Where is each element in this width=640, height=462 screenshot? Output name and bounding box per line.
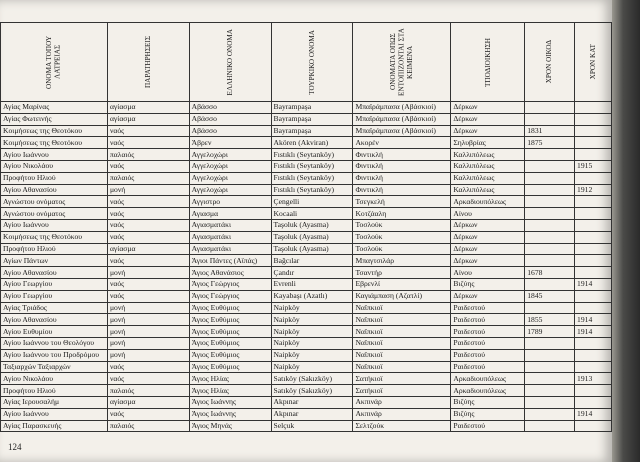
- table-cell: Άγιος Ηλίας: [189, 373, 271, 385]
- table-cell: Δέρκων: [451, 255, 525, 267]
- table-cell: ναός: [107, 137, 189, 149]
- table-cell: Βιζύης: [451, 278, 525, 290]
- table-cell: Selçuk: [271, 420, 353, 432]
- places-of-worship-table: [0, 22, 612, 432]
- table-row: [1, 373, 612, 385]
- table-cell: ναός: [107, 408, 189, 420]
- table-cell: [575, 231, 612, 243]
- table-cell: αγίασμα: [107, 396, 189, 408]
- table-cell: Αγγελοχώρι: [189, 184, 271, 196]
- table-cell: [575, 385, 612, 397]
- table-row: [1, 113, 612, 125]
- table-cell: Αγίου Αθανασίου: [1, 267, 108, 279]
- table-cell: αγίασμα: [107, 243, 189, 255]
- table-cell: Δέρκων: [451, 113, 525, 125]
- table-cell: Εβρενλί: [353, 278, 451, 290]
- column-header-label: ΧΡΟΝ ΚΑΤ: [588, 44, 597, 80]
- table-cell: [525, 160, 575, 172]
- table-cell: [525, 337, 575, 349]
- table-cell: [525, 361, 575, 373]
- table-cell: [525, 302, 575, 314]
- table-cell: [525, 196, 575, 208]
- table-cell: Τοσλούκ: [353, 231, 451, 243]
- table-cell: Δέρκων: [451, 125, 525, 137]
- table-cell: Άγιοι Πάντες (Αϊπάς): [189, 255, 271, 267]
- table-cell: Ταξιαρχών Ταξιαρχών: [1, 361, 108, 373]
- table-cell: [525, 408, 575, 420]
- table-header-row: [1, 23, 612, 102]
- table-row: [1, 267, 612, 279]
- table-cell: Akören (Akviran): [271, 137, 353, 149]
- column-header-label: ΟΝΟΜΑΤΑ ΟΠΩΣ ΕΝΤΟΠΙΖΟΝΤΑΙ ΣΤΑ ΚΕΙΜΕΝΑ: [389, 28, 415, 96]
- table-cell: Naipköy: [271, 314, 353, 326]
- table-cell: [575, 349, 612, 361]
- table-cell: [525, 231, 575, 243]
- table-cell: μονή: [107, 349, 189, 361]
- table-row: [1, 290, 612, 302]
- table-cell: Αγιασματάκι: [189, 231, 271, 243]
- table-cell: Αίνου: [451, 208, 525, 220]
- table-cell: Ναΐπκιοϊ: [353, 337, 451, 349]
- table-cell: Φιντικλή: [353, 160, 451, 172]
- table-cell: Καλλιπόλεως: [451, 172, 525, 184]
- table-row: [1, 396, 612, 408]
- table-cell: Αγίου Γεωργίου: [1, 290, 108, 302]
- table-cell: [525, 373, 575, 385]
- table-cell: Καλλιπόλεως: [451, 160, 525, 172]
- table-cell: [525, 396, 575, 408]
- table-cell: Μπαγτσιλάρ: [353, 255, 451, 267]
- table-cell: Αρκαδιουπόλεως: [451, 373, 525, 385]
- table-cell: 1845: [525, 290, 575, 302]
- table-cell: Βιζύης: [451, 396, 525, 408]
- table-cell: Αγίας Ιερουσαλήμ: [1, 396, 108, 408]
- table-cell: Καλλιπόλεως: [451, 149, 525, 161]
- table-cell: Ακπινάρ: [353, 408, 451, 420]
- table-cell: Άγιος Ευθύμιος: [189, 361, 271, 373]
- table-cell: Άγιος Μηνάς: [189, 420, 271, 432]
- table-cell: Τσαντήρ: [353, 267, 451, 279]
- table-cell: Άγιος Ευθύμιος: [189, 326, 271, 338]
- table-cell: παλαιός: [107, 149, 189, 161]
- table-cell: Αγίου Ιωάννου του Θεολόγου: [1, 337, 108, 349]
- table-row: [1, 337, 612, 349]
- table-cell: ναός: [107, 219, 189, 231]
- table-cell: Άγιος Ευθύμιος: [189, 302, 271, 314]
- table-cell: Αγγελοχώρι: [189, 149, 271, 161]
- table-cell: Ραιδεστού: [451, 349, 525, 361]
- table-row: [1, 349, 612, 361]
- table-cell: [525, 255, 575, 267]
- column-header: [525, 23, 575, 102]
- table-row: [1, 255, 612, 267]
- table-body: [1, 102, 612, 432]
- table-cell: 1914: [575, 326, 612, 338]
- table-cell: Σατήκιοϊ: [353, 373, 451, 385]
- table-cell: Ακπινάρ: [353, 396, 451, 408]
- table-cell: [575, 149, 612, 161]
- table-cell: Άγιος Γεώργιος: [189, 278, 271, 290]
- table-cell: Άγιος Ευθύμιος: [189, 349, 271, 361]
- table-cell: Αγίου Αθανασίου: [1, 184, 108, 196]
- table-cell: 1831: [525, 125, 575, 137]
- table-cell: Αγίου Γεωργίου: [1, 278, 108, 290]
- table-cell: αγίασμα: [107, 113, 189, 125]
- table-cell: Τοσλούκ: [353, 219, 451, 231]
- table-cell: Αγγελοχώρι: [189, 160, 271, 172]
- table-cell: Αγίου Νικολάου: [1, 373, 108, 385]
- table-cell: Αγιασματάκι: [189, 243, 271, 255]
- table-cell: Αγιασματάκι: [189, 219, 271, 231]
- table-cell: [575, 361, 612, 373]
- table-cell: Μπαϊράμπασα (Αβάσκιοί): [353, 113, 451, 125]
- table-cell: [575, 420, 612, 432]
- table-cell: Άγιος Αθανάσιος: [189, 267, 271, 279]
- column-header-label: ΧΡΟΝ ΟΙΚΟΔ: [545, 40, 554, 84]
- table-row: [1, 219, 612, 231]
- table-row: [1, 314, 612, 326]
- table-cell: [575, 396, 612, 408]
- table-cell: 1914: [575, 314, 612, 326]
- table-row: [1, 196, 612, 208]
- table-cell: ναός: [107, 125, 189, 137]
- table-row: [1, 361, 612, 373]
- table-cell: Καγιάμπαση (Αζατλί): [353, 290, 451, 302]
- table-cell: 1915: [575, 160, 612, 172]
- table-cell: [575, 255, 612, 267]
- table-cell: Άγιος Ιωάννης: [189, 396, 271, 408]
- table-cell: Satıköy (Sakızköy): [271, 385, 353, 397]
- column-header-label: ΟΝΟΜΑ ΤΟΠΟΥ ΛΑΤΡΕΙΑΣ: [45, 35, 62, 89]
- table-cell: Naipköy: [271, 326, 353, 338]
- table-row: [1, 420, 612, 432]
- column-header: [451, 23, 525, 102]
- table-cell: Αγίου Ιωάννου: [1, 408, 108, 420]
- column-header-label: ΠΑΡΑΤΗΡΗΣΕΙΣ: [144, 35, 153, 89]
- table-cell: [525, 184, 575, 196]
- table-cell: Φιντικλή: [353, 149, 451, 161]
- table-cell: Akpınar: [271, 396, 353, 408]
- table-cell: παλαιός: [107, 385, 189, 397]
- table-row: [1, 278, 612, 290]
- table-row: [1, 102, 612, 114]
- column-header: [1, 23, 108, 102]
- table-cell: Αρκαδιουπόλεως: [451, 196, 525, 208]
- table-cell: Αβάσσο: [189, 125, 271, 137]
- table-cell: αγίασμα: [107, 102, 189, 114]
- table-cell: Προφήτου Ηλιού: [1, 385, 108, 397]
- table-cell: [525, 420, 575, 432]
- table-cell: Βιζύης: [451, 408, 525, 420]
- table-cell: Αγίου Αθανασίου: [1, 314, 108, 326]
- table-cell: Αγίου Νικολάου: [1, 160, 108, 172]
- table-cell: Naipköy: [271, 361, 353, 373]
- table-cell: [525, 208, 575, 220]
- table-cell: Fıstıklı (Seytanköy): [271, 160, 353, 172]
- table-cell: Αγγελοχώρι: [189, 172, 271, 184]
- table-cell: Κοιμήσεως της Θεοτόκου: [1, 231, 108, 243]
- table-cell: Ναΐπκιοϊ: [353, 302, 451, 314]
- table-cell: Naipköy: [271, 302, 353, 314]
- table-cell: Αγνώστου ονόματος: [1, 196, 108, 208]
- column-header-label: ΕΛΛΗΝΙΚΟ ΟΝΟΜΑ: [225, 28, 234, 96]
- table-cell: Αρκαδιουπόλεως: [451, 385, 525, 397]
- table-cell: Bayrampaşa: [271, 102, 353, 114]
- table-cell: Bayrampaşa: [271, 125, 353, 137]
- table-cell: [575, 102, 612, 114]
- table-cell: Καλλιπόλεως: [451, 184, 525, 196]
- table-cell: Ραιδεστού: [451, 326, 525, 338]
- table-cell: ναός: [107, 160, 189, 172]
- table-cell: Αίνου: [451, 267, 525, 279]
- table-cell: Μπαϊράμπασα (Αβάσκιοί): [353, 102, 451, 114]
- table-cell: 1855: [525, 314, 575, 326]
- table-cell: [525, 385, 575, 397]
- table-cell: Bayrampaşa: [271, 113, 353, 125]
- table-cell: [575, 302, 612, 314]
- table-cell: Ραιδεστού: [451, 302, 525, 314]
- table-row: [1, 326, 612, 338]
- table-cell: [575, 243, 612, 255]
- table-cell: 1913: [575, 373, 612, 385]
- table-row: [1, 125, 612, 137]
- table-cell: [575, 208, 612, 220]
- table-cell: Naipköy: [271, 337, 353, 349]
- table-cell: Fıstıklı (Seytanköy): [271, 149, 353, 161]
- table-cell: Fıstıklı (Seytanköy): [271, 172, 353, 184]
- table-cell: Σατήκιοϊ: [353, 385, 451, 397]
- table-cell: Çandır: [271, 267, 353, 279]
- table-cell: Ραιδεστού: [451, 314, 525, 326]
- table-cell: Ναΐπκιοϊ: [353, 361, 451, 373]
- table-cell: παλαιός: [107, 172, 189, 184]
- table-cell: [575, 172, 612, 184]
- table-cell: [575, 125, 612, 137]
- table-cell: Ακορέν: [353, 137, 451, 149]
- table-cell: Ναΐπκιοϊ: [353, 326, 451, 338]
- table-row: [1, 137, 612, 149]
- table-cell: Naipköy: [271, 349, 353, 361]
- table-cell: Δέρκων: [451, 231, 525, 243]
- table-cell: παλαιός: [107, 420, 189, 432]
- table-cell: ναός: [107, 231, 189, 243]
- table-cell: Αγίου Ιωάννου του Προδρόμου: [1, 349, 108, 361]
- table-cell: Αγιασμα: [189, 208, 271, 220]
- table-cell: Άβρεν: [189, 137, 271, 149]
- table-cell: Αγίων Πάντων: [1, 255, 108, 267]
- table-cell: Akpınar: [271, 408, 353, 420]
- table-cell: Δέρκων: [451, 290, 525, 302]
- table-cell: Αγίας Φωτεινής: [1, 113, 108, 125]
- table-cell: 1678: [525, 267, 575, 279]
- table-cell: μονή: [107, 267, 189, 279]
- table-cell: [525, 219, 575, 231]
- table-row: [1, 385, 612, 397]
- table-cell: μονή: [107, 337, 189, 349]
- table-cell: Αγίας Παρασκευής: [1, 420, 108, 432]
- table-cell: Ραιδεστού: [451, 420, 525, 432]
- table-cell: Taşoluk (Ayasma): [271, 231, 353, 243]
- column-header: [107, 23, 189, 102]
- table-cell: [575, 113, 612, 125]
- table-cell: Τοσλούκ: [353, 243, 451, 255]
- table-cell: Φιντικλή: [353, 172, 451, 184]
- table-cell: ναός: [107, 208, 189, 220]
- column-header: [353, 23, 451, 102]
- table-cell: [575, 219, 612, 231]
- table-cell: Αγίου Ευθυμίου: [1, 326, 108, 338]
- table-cell: Δέρκων: [451, 243, 525, 255]
- column-header-label: ΤΟΥΡΚΙΚΟ ΟΝΟΜΑ: [307, 29, 316, 95]
- table-row: [1, 231, 612, 243]
- table-cell: Αγίου Ιωάννου: [1, 219, 108, 231]
- table-cell: Αγνώστου ονόματος: [1, 208, 108, 220]
- table-cell: μονή: [107, 314, 189, 326]
- table-cell: μονή: [107, 326, 189, 338]
- table-cell: Fıstıklı (Seytanköy): [271, 184, 353, 196]
- table-cell: Προφήτου Ηλιού: [1, 172, 108, 184]
- column-header-label: ΤΠΟΔΙΟΙΚΗΣΗ: [483, 37, 492, 87]
- table-cell: Άγιος Γεώργιος: [189, 290, 271, 302]
- table-cell: Δέρκων: [451, 102, 525, 114]
- table-cell: [525, 149, 575, 161]
- table-cell: Αγίας Μαρίνας: [1, 102, 108, 114]
- table-cell: [525, 113, 575, 125]
- table-row: [1, 160, 612, 172]
- table-cell: 1789: [525, 326, 575, 338]
- table-cell: Άγιος Ευθύμιος: [189, 337, 271, 349]
- table-cell: Ναΐπκιοϊ: [353, 314, 451, 326]
- table-cell: Άγιος Ηλίας: [189, 385, 271, 397]
- table-cell: Φιντικλή: [353, 184, 451, 196]
- table-cell: Bağcılar: [271, 255, 353, 267]
- table-cell: Αγίου Ιωάννου: [1, 149, 108, 161]
- page-number: 124: [8, 442, 22, 452]
- table-cell: Κοιμήσεως της Θεοτόκου: [1, 125, 108, 137]
- table-cell: μονή: [107, 302, 189, 314]
- table-cell: Κοιμήσεως της Θεοτόκου: [1, 137, 108, 149]
- table-cell: Αγγιστρο: [189, 196, 271, 208]
- table-cell: Taşoluk (Ayasma): [271, 243, 353, 255]
- table-cell: 1875: [525, 137, 575, 149]
- column-header: [189, 23, 271, 102]
- table-cell: [575, 137, 612, 149]
- table-cell: Çengelli: [271, 196, 353, 208]
- table-cell: Σελτζούκ: [353, 420, 451, 432]
- table-row: [1, 172, 612, 184]
- table-cell: Άγιος Ιωάννης: [189, 408, 271, 420]
- book-gutter: [612, 0, 640, 462]
- table-cell: Evrenli: [271, 278, 353, 290]
- table-cell: Δέρκων: [451, 219, 525, 231]
- table-cell: Μπαϊράμπασα (Αβάσκιοί): [353, 125, 451, 137]
- table-cell: ναός: [107, 290, 189, 302]
- table-cell: Ραιδεστού: [451, 361, 525, 373]
- table-cell: [525, 172, 575, 184]
- table-cell: ναός: [107, 278, 189, 290]
- table-cell: 1912: [575, 184, 612, 196]
- table-cell: ναός: [107, 361, 189, 373]
- table-cell: Satıköy (Sakızköy): [271, 373, 353, 385]
- table-cell: [575, 196, 612, 208]
- table-row: [1, 243, 612, 255]
- column-header: [271, 23, 353, 102]
- table-cell: Κοτζάαλη: [353, 208, 451, 220]
- table-cell: Σηλυβρίας: [451, 137, 525, 149]
- table-cell: Taşoluk (Ayasma): [271, 219, 353, 231]
- table-row: [1, 302, 612, 314]
- table-cell: Αγίας Τριάδος: [1, 302, 108, 314]
- table-row: [1, 408, 612, 420]
- table-cell: Ραιδεστού: [451, 337, 525, 349]
- table-cell: [525, 278, 575, 290]
- table-cell: 1914: [575, 278, 612, 290]
- table-cell: Kayabaşı (Azatlı): [271, 290, 353, 302]
- table-cell: [575, 267, 612, 279]
- table-cell: Άγιος Ευθύμιος: [189, 314, 271, 326]
- table-cell: ναός: [107, 255, 189, 267]
- table-cell: Τσεγκελή: [353, 196, 451, 208]
- table-cell: Ναΐπκιοϊ: [353, 349, 451, 361]
- table-row: [1, 208, 612, 220]
- table-cell: [525, 349, 575, 361]
- table-cell: Kocaali: [271, 208, 353, 220]
- table-cell: [525, 243, 575, 255]
- table-cell: [525, 102, 575, 114]
- table-row: [1, 184, 612, 196]
- column-header: [575, 23, 612, 102]
- table-cell: Προφήτου Ηλιού: [1, 243, 108, 255]
- table-cell: Αβάσσο: [189, 102, 271, 114]
- table-cell: 1914: [575, 408, 612, 420]
- table-cell: μονή: [107, 184, 189, 196]
- table-cell: [575, 290, 612, 302]
- table-cell: ναός: [107, 196, 189, 208]
- table-cell: Αβάσσο: [189, 113, 271, 125]
- table-row: [1, 149, 612, 161]
- table-cell: ναός: [107, 373, 189, 385]
- table-cell: [575, 337, 612, 349]
